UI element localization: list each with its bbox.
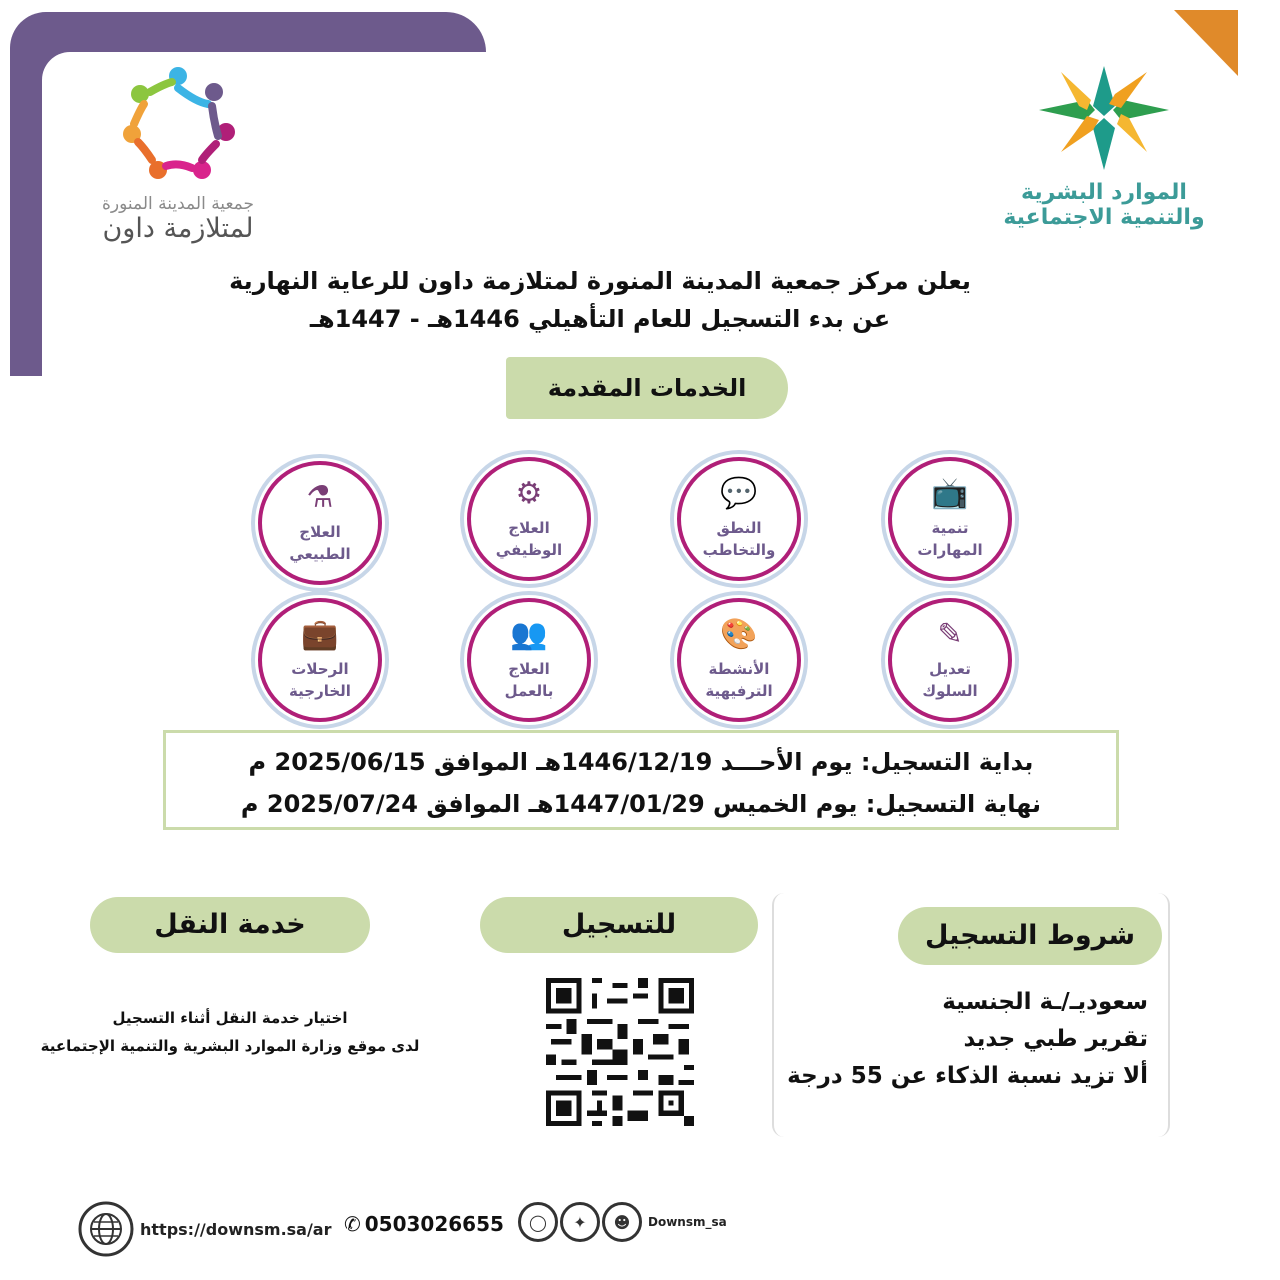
tv-icon: 📺 — [931, 476, 969, 511]
behavior-icon: ✎ — [937, 617, 963, 652]
conditions-list — [780, 984, 1148, 1095]
announcement-line1: يعلن مركز جمعية المدينة المنورة لمتلازمة داون للرعاية النهارية — [229, 267, 971, 295]
transport-info — [20, 1004, 440, 1060]
association-logo-mark — [114, 62, 242, 190]
registration-dates-box — [163, 730, 1119, 830]
service-recreational-activities — [677, 598, 801, 722]
service-label-line2: الطبيعي — [289, 545, 351, 563]
service-label-line1: الرحلات — [291, 660, 349, 678]
service-label-line1: تعديل — [929, 660, 971, 678]
website-link[interactable] — [78, 1198, 332, 1260]
association-name-line2: لمتلازمة داون — [102, 213, 254, 244]
therapy-icon: ⚗ — [306, 480, 334, 515]
announcement — [150, 262, 1050, 338]
register-heading: للتسجيل — [480, 897, 758, 953]
service-label-line1: تنمية — [931, 519, 969, 537]
service-label-line2: الوظيفي — [495, 541, 563, 559]
condition-item: سعوديـ/ـة الجنسية — [942, 989, 1148, 1015]
social-links — [518, 1202, 727, 1242]
speech-icon: 💬 — [720, 476, 758, 511]
service-work-therapy — [467, 598, 591, 722]
service-label-line2: بالعمل — [504, 682, 554, 700]
registration-start: بداية التسجيل: يوم الأحـــد 1446/12/19هـ الموافق 2025/06/15 م — [248, 748, 1034, 776]
registration-qr-code[interactable] — [546, 978, 694, 1126]
service-physical-therapy — [258, 461, 382, 585]
palette-icon: 🎨 — [720, 617, 758, 652]
service-label-line1: الأنشطة — [708, 660, 770, 678]
snapchat-icon[interactable]: ☻ — [602, 1202, 642, 1242]
ministry-name-line2: والتنمية الاجتماعية — [1003, 205, 1205, 231]
registration-end: نهاية التسجيل: يوم الخميس 1447/01/29هـ الموافق 2025/07/24 م — [240, 790, 1042, 818]
worker-icon: 👥 — [510, 617, 548, 652]
ministry-logo-mark — [1029, 58, 1179, 176]
transport-info-line2: لدى موقع وزارة الموارد البشرية والتنمية الإجتماعية — [40, 1037, 420, 1055]
service-label-line2: والتخاطب — [702, 541, 776, 559]
service-skills-development — [888, 457, 1012, 581]
brain-icon: ⚙ — [515, 476, 543, 511]
announcement-line2: عن بدء التسجيل للعام التأهيلي 1446هـ - 1447هـ — [309, 305, 891, 333]
transport-info-line1: اختيار خدمة النقل أثناء التسجيل — [112, 1009, 348, 1027]
service-label-line1: النطق — [716, 519, 762, 537]
instagram-icon[interactable]: ◯ — [518, 1202, 558, 1242]
service-label-line1: العلاج — [299, 523, 341, 541]
service-label-line2: الترفيهية — [705, 682, 773, 700]
service-occupational-therapy — [467, 457, 591, 581]
association-logo — [78, 62, 278, 252]
condition-item: تقرير طبي جديد — [963, 1026, 1148, 1052]
phone-text: 0503026655 — [364, 1212, 504, 1236]
association-name-line1: جمعية المدينة المنورة — [102, 194, 254, 214]
transport-heading: خدمة النقل — [90, 897, 370, 953]
service-label-line2: المهارات — [917, 541, 983, 559]
social-handle: Downsm_sa — [648, 1215, 727, 1229]
twitter-icon[interactable]: ✦ — [560, 1202, 600, 1242]
service-label-line1: العلاج — [508, 519, 550, 537]
conditions-heading: شروط التسجيل — [898, 907, 1162, 965]
phone-number[interactable] — [344, 1212, 504, 1236]
luggage-icon: 💼 — [301, 617, 339, 652]
ministry-name-line1: الموارد البشرية — [1021, 180, 1187, 205]
service-external-trips — [258, 598, 382, 722]
service-label-line2: السلوك — [922, 682, 978, 700]
service-label-line2: الخارجية — [289, 682, 351, 700]
service-behavior-modification — [888, 598, 1012, 722]
website-url: https://downsm.sa/ar — [140, 1219, 332, 1239]
service-speech-therapy — [677, 457, 801, 581]
ministry-logo — [996, 58, 1212, 238]
globe-icon — [78, 1201, 134, 1257]
phone-icon: ✆ — [344, 1212, 361, 1236]
services-heading: الخدمات المقدمة — [506, 357, 788, 419]
service-label-line1: العلاج — [508, 660, 550, 678]
condition-item: ألا تزيد نسبة الذكاء عن 55 درجة — [787, 1063, 1148, 1089]
